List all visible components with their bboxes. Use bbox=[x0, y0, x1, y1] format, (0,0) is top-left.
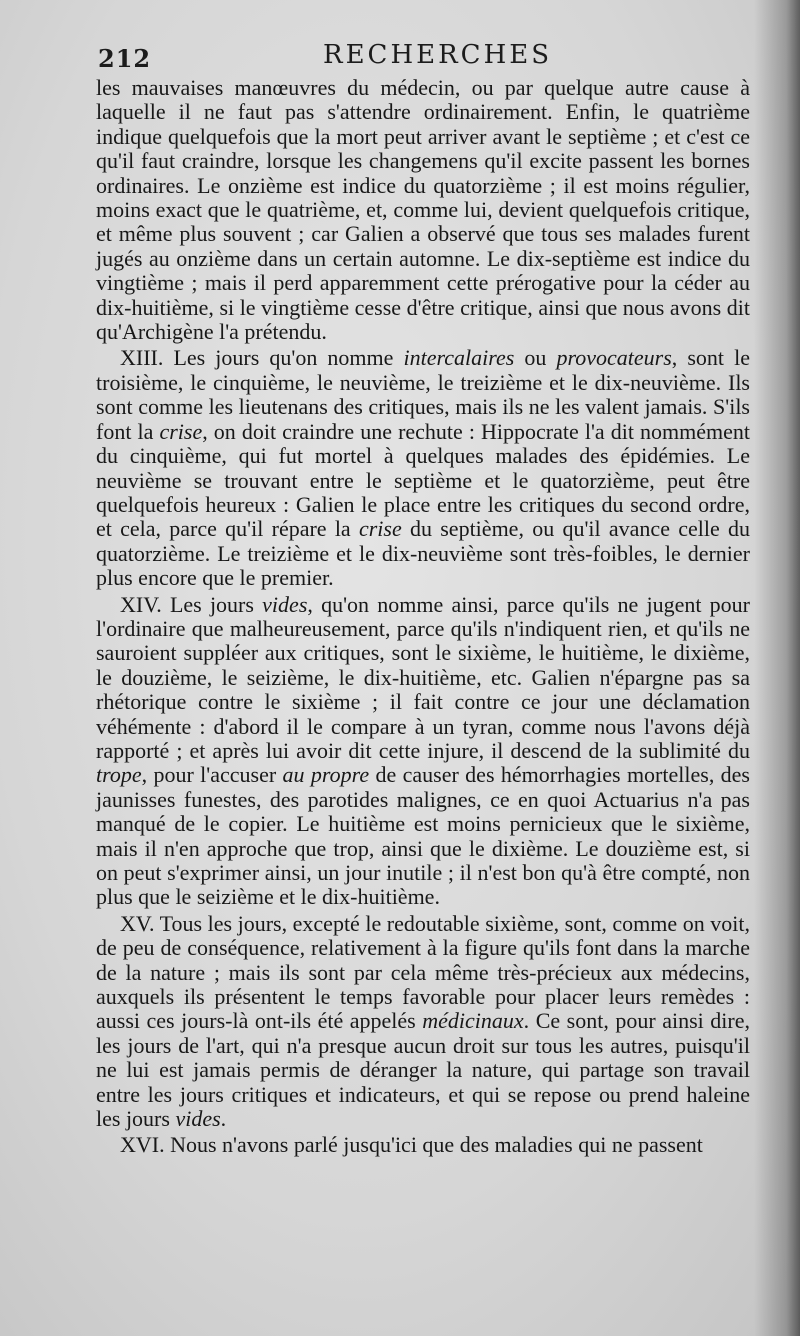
text-run: . Ce sont, pour ainsi dire, les jours de l'art, qui n'a presque aucun droit sur tous les autres, puisqu'il ne lui est jamais permis de déranger la nature, qui partage son travail entre les jours critiques et indicateurs, et qui se repose ou prend haleine les jours bbox=[96, 1008, 750, 1132]
paragraph-section-xvi: XVI. Nous n'avons parlé jusqu'ici que des maladies qui ne passent bbox=[120, 1132, 703, 1158]
text-run: XV. Tous les jours, excepté le redoutable sixième, sont, comme on voit, de peu de conséquence, relativement à la figure qu'ils font dans la marche de la nature ; mais ils sont par cela même très-précieux aux médecins, auxquels ils présentent le temps favorable pour placer leurs remèdes : aussi ces jours-là ont-ils été appelés bbox=[96, 910, 750, 1034]
paragraph-section-xiv bbox=[96, 593, 750, 910]
italic-term: crise bbox=[159, 418, 203, 444]
italic-term: intercalaires bbox=[403, 345, 515, 371]
paragraph-section-xv bbox=[96, 912, 750, 1132]
paragraph-section-xiii bbox=[96, 346, 750, 590]
italic-term: médicinaux bbox=[422, 1008, 524, 1034]
italic-term: trope bbox=[96, 762, 142, 788]
body-text bbox=[96, 76, 750, 1158]
text-run: XIV. Les jours bbox=[120, 591, 263, 617]
page-header bbox=[98, 40, 748, 76]
text-run: , sont le troisième, le cinquième, le neuvième, le treizième et le dix-neuvième. Ils sont comme les lieutenans des critiques, mais ils ne les valent jamais. S'ils font la bbox=[96, 345, 750, 444]
paragraph-continuation: les mauvaises manœuvres du médecin, ou par quelque autre cause à laquelle il ne faut pas s'attendre ordinairement. Enfin, le quatrième indique quelquefois que la mort peut arriver avant le septième ; et c'est ce qu'il faut craindre, lorsque les changemens qu'il excite passent les bornes ordinaires. Le onzième est indice du quatorzième ; il est moins régulier, moins exact que le quatrième, et, comme lui, devient quelquefois critique, et même plus souvent ; car Galien a observé que tous ses malades furent jugés au onzième dans un certain automne. Le dix-septième est indice du vingtième ; mais il perd apparemment cette prérogative pour la céder au dix-huitième, si le vingtième cesse d'être critique, ainsi que nous avons dit qu'Archigène l'a prétendu. bbox=[96, 75, 750, 345]
text-run: , on doit craindre une rechute : Hippocrate l'a dit nommément du cinquième, qui fut mortel à quelques malades des épidémies. Le neuvième se trouvant entre le septième et le quatorzième, peut être quelquefois heureux : Galien le place entre les critiques du second ordre, et cela, parce qu'il répare la bbox=[96, 418, 750, 542]
italic-term: provocateurs bbox=[556, 345, 672, 371]
text-run: , qu'on nomme ainsi, parce qu'ils ne jugent pour l'ordinaire que malheureusement, parce qu'ils n'indiquent rien, et qu'ils ne sauroient suppléer aux critiques, sont le sixième, le huitième, le dixième, le douzième, le seizième, le dix-huitième, etc. Galien n'épargne pas sa rhétorique contre le sixième ; il fait contre ce jour une déclamation véhémente : d'abord il le compare à un tyran, comme nous l'avons déjà rapporté ; et après lui avoir dit cette injure, il descend de la sublimité du bbox=[96, 591, 750, 763]
text-run: , pour l'accuser bbox=[141, 762, 283, 788]
page-number: 212 bbox=[98, 44, 152, 73]
italic-term: vides bbox=[262, 591, 308, 617]
text-run: de causer des hémorrhagies mortelles, des jaunisses funestes, des parotides malignes, ce en quoi Actuarius n'a pas manqué de le copier. Le huitième est moins pernicieux que le sixième, mais il n'en approche que trop, ainsi que le dixième. Le douzième est, si on peut s'exprimer ainsi, un jour inutile ; il n'est bon qu'à être compté, non plus que le seizième et le dix-huitième. bbox=[96, 762, 750, 910]
italic-term: vides bbox=[175, 1106, 221, 1132]
italic-term: crise bbox=[358, 516, 402, 542]
page-edge-shadow bbox=[754, 0, 800, 1336]
italic-term: au propre bbox=[282, 762, 370, 788]
text-run: du septième, ou qu'il avance celle du quatorzième. Le treizième et le dix-neuvième sont très-foibles, le dernier plus encore que le premier. bbox=[96, 516, 750, 591]
text-run: ou bbox=[514, 345, 557, 371]
running-head: RECHERCHES bbox=[323, 40, 553, 70]
text-run: . bbox=[220, 1106, 227, 1132]
text-run: XIII. Les jours qu'on nomme bbox=[120, 345, 404, 371]
